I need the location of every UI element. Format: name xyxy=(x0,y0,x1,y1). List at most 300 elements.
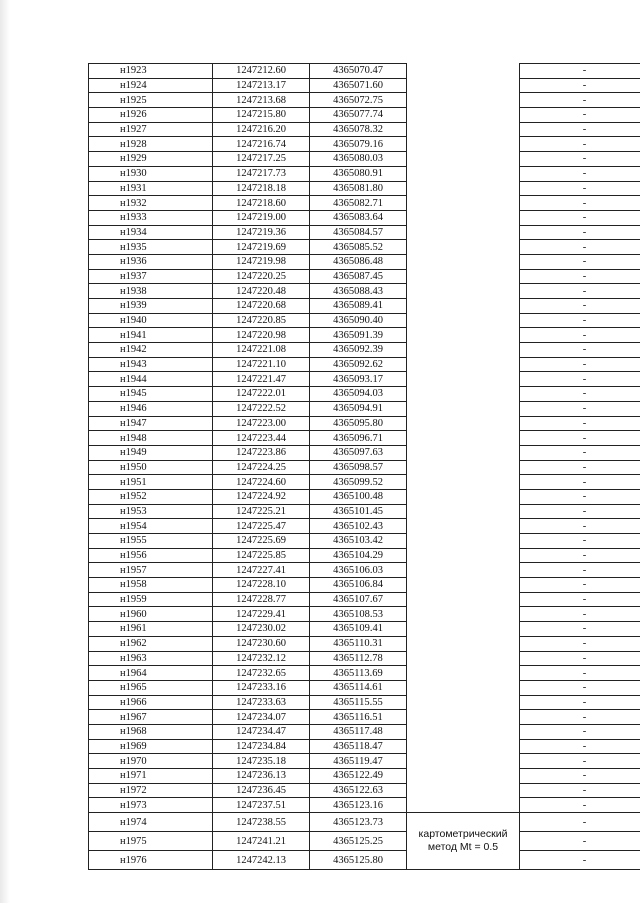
accuracy-cell: - xyxy=(520,519,640,534)
point-id-cell: н1969 xyxy=(89,739,213,754)
table-row xyxy=(89,166,640,181)
y-coordinate-cell: 4365095.80 xyxy=(310,416,407,431)
method-empty-cell xyxy=(407,695,520,710)
x-coordinate-cell: 1247225.69 xyxy=(213,534,310,549)
table-row xyxy=(89,313,640,328)
y-coordinate-cell: 4365092.62 xyxy=(310,357,407,372)
accuracy-cell: - xyxy=(520,710,640,725)
point-id-cell: н1973 xyxy=(89,798,213,813)
point-id-cell: н1926 xyxy=(89,108,213,123)
point-id-cell: н1924 xyxy=(89,78,213,93)
method-empty-cell xyxy=(407,196,520,211)
accuracy-cell: - xyxy=(520,313,640,328)
x-coordinate-cell: 1247217.73 xyxy=(213,166,310,181)
method-empty-cell xyxy=(407,489,520,504)
y-coordinate-cell: 4365115.55 xyxy=(310,695,407,710)
method-empty-cell xyxy=(407,299,520,314)
y-coordinate-cell: 4365080.03 xyxy=(310,152,407,167)
point-id-cell: н1955 xyxy=(89,534,213,549)
accuracy-cell: - xyxy=(520,607,640,622)
accuracy-cell: - xyxy=(520,240,640,255)
y-coordinate-cell: 4365108.53 xyxy=(310,607,407,622)
point-id-cell: н1964 xyxy=(89,666,213,681)
accuracy-cell: - xyxy=(520,431,640,446)
y-coordinate-cell: 4365097.63 xyxy=(310,445,407,460)
y-coordinate-cell: 4365096.71 xyxy=(310,431,407,446)
point-id-cell: н1953 xyxy=(89,504,213,519)
accuracy-cell: - xyxy=(520,769,640,784)
y-coordinate-cell: 4365123.73 xyxy=(310,813,407,832)
point-id-cell: н1927 xyxy=(89,122,213,137)
x-coordinate-cell: 1247233.16 xyxy=(213,680,310,695)
accuracy-cell: - xyxy=(520,225,640,240)
y-coordinate-cell: 4365118.47 xyxy=(310,739,407,754)
point-id-cell: н1938 xyxy=(89,284,213,299)
x-coordinate-cell: 1247242.13 xyxy=(213,851,310,870)
y-coordinate-cell: 4365114.61 xyxy=(310,680,407,695)
x-coordinate-cell: 1247235.18 xyxy=(213,754,310,769)
table-row xyxy=(89,137,640,152)
point-id-cell: н1974 xyxy=(89,813,213,832)
y-coordinate-cell: 4365084.57 xyxy=(310,225,407,240)
table-row xyxy=(89,78,640,93)
accuracy-cell: - xyxy=(520,122,640,137)
table-row xyxy=(89,284,640,299)
method-empty-cell xyxy=(407,78,520,93)
point-id-cell: н1952 xyxy=(89,489,213,504)
table-row xyxy=(89,343,640,358)
table-row xyxy=(89,769,640,784)
point-id-cell: н1930 xyxy=(89,166,213,181)
accuracy-cell: - xyxy=(520,798,640,813)
point-id-cell: н1970 xyxy=(89,754,213,769)
method-empty-cell xyxy=(407,578,520,593)
y-coordinate-cell: 4365081.80 xyxy=(310,181,407,196)
y-coordinate-cell: 4365077.74 xyxy=(310,108,407,123)
y-coordinate-cell: 4365094.91 xyxy=(310,401,407,416)
accuracy-cell: - xyxy=(520,387,640,402)
table-row xyxy=(89,504,640,519)
method-empty-cell xyxy=(407,651,520,666)
y-coordinate-cell: 4365123.16 xyxy=(310,798,407,813)
x-coordinate-cell: 1247227.41 xyxy=(213,563,310,578)
table-row xyxy=(89,592,640,607)
method-empty-cell xyxy=(407,636,520,651)
table-row xyxy=(89,798,640,813)
y-coordinate-cell: 4365079.16 xyxy=(310,137,407,152)
table-row xyxy=(89,724,640,739)
method-empty-cell xyxy=(407,357,520,372)
y-coordinate-cell: 4365092.39 xyxy=(310,343,407,358)
table-row xyxy=(89,666,640,681)
x-coordinate-cell: 1247241.21 xyxy=(213,832,310,851)
method-empty-cell xyxy=(407,313,520,328)
y-coordinate-cell: 4365071.60 xyxy=(310,78,407,93)
table-row xyxy=(89,152,640,167)
method-empty-cell xyxy=(407,475,520,490)
point-id-cell: н1931 xyxy=(89,181,213,196)
table-row xyxy=(89,225,640,240)
accuracy-cell: - xyxy=(520,343,640,358)
table-row xyxy=(89,210,640,225)
method-empty-cell xyxy=(407,666,520,681)
y-coordinate-cell: 4365122.49 xyxy=(310,769,407,784)
y-coordinate-cell: 4365093.17 xyxy=(310,372,407,387)
accuracy-cell: - xyxy=(520,651,640,666)
x-coordinate-cell: 1247216.20 xyxy=(213,122,310,137)
accuracy-cell: - xyxy=(520,299,640,314)
x-coordinate-cell: 1247222.52 xyxy=(213,401,310,416)
point-id-cell: н1962 xyxy=(89,636,213,651)
accuracy-cell: - xyxy=(520,137,640,152)
y-coordinate-cell: 4365116.51 xyxy=(310,710,407,725)
x-coordinate-cell: 1247222.01 xyxy=(213,387,310,402)
accuracy-cell: - xyxy=(520,851,640,870)
method-empty-cell xyxy=(407,166,520,181)
coordinates-table xyxy=(88,63,640,870)
table-row xyxy=(89,622,640,637)
point-id-cell: н1951 xyxy=(89,475,213,490)
table-row xyxy=(89,372,640,387)
x-coordinate-cell: 1247218.18 xyxy=(213,181,310,196)
accuracy-cell: - xyxy=(520,460,640,475)
x-coordinate-cell: 1247216.74 xyxy=(213,137,310,152)
y-coordinate-cell: 4365109.41 xyxy=(310,622,407,637)
method-empty-cell xyxy=(407,328,520,343)
point-id-cell: н1957 xyxy=(89,563,213,578)
table-row xyxy=(89,431,640,446)
table-row xyxy=(89,832,640,851)
table-row xyxy=(89,196,640,211)
x-coordinate-cell: 1247217.25 xyxy=(213,152,310,167)
accuracy-cell: - xyxy=(520,680,640,695)
point-id-cell: н1949 xyxy=(89,445,213,460)
accuracy-cell: - xyxy=(520,372,640,387)
point-id-cell: н1936 xyxy=(89,254,213,269)
x-coordinate-cell: 1247232.12 xyxy=(213,651,310,666)
accuracy-cell: - xyxy=(520,416,640,431)
x-coordinate-cell: 1247220.68 xyxy=(213,299,310,314)
accuracy-cell: - xyxy=(520,475,640,490)
x-coordinate-cell: 1247213.68 xyxy=(213,93,310,108)
accuracy-cell: - xyxy=(520,563,640,578)
accuracy-cell: - xyxy=(520,108,640,123)
y-coordinate-cell: 4365078.32 xyxy=(310,122,407,137)
point-id-cell: н1967 xyxy=(89,710,213,725)
point-id-cell: н1961 xyxy=(89,622,213,637)
table-row xyxy=(89,851,640,870)
x-coordinate-cell: 1247228.10 xyxy=(213,578,310,593)
table-row xyxy=(89,240,640,255)
method-empty-cell xyxy=(407,343,520,358)
accuracy-cell: - xyxy=(520,592,640,607)
accuracy-cell: - xyxy=(520,93,640,108)
method-empty-cell xyxy=(407,724,520,739)
y-coordinate-cell: 4365106.03 xyxy=(310,563,407,578)
y-coordinate-cell: 4365070.47 xyxy=(310,64,407,79)
method-empty-cell xyxy=(407,64,520,79)
accuracy-cell: - xyxy=(520,254,640,269)
method-empty-cell xyxy=(407,798,520,813)
point-id-cell: н1960 xyxy=(89,607,213,622)
accuracy-cell: - xyxy=(520,783,640,798)
method-empty-cell xyxy=(407,401,520,416)
accuracy-cell: - xyxy=(520,504,640,519)
table-row xyxy=(89,416,640,431)
y-coordinate-cell: 4365100.48 xyxy=(310,489,407,504)
point-id-cell: н1963 xyxy=(89,651,213,666)
x-coordinate-cell: 1247223.00 xyxy=(213,416,310,431)
point-id-cell: н1941 xyxy=(89,328,213,343)
method-empty-cell xyxy=(407,769,520,784)
point-id-cell: н1958 xyxy=(89,578,213,593)
method-empty-cell xyxy=(407,680,520,695)
x-coordinate-cell: 1247223.86 xyxy=(213,445,310,460)
accuracy-cell: - xyxy=(520,548,640,563)
x-coordinate-cell: 1247225.85 xyxy=(213,548,310,563)
x-coordinate-cell: 1247221.47 xyxy=(213,372,310,387)
x-coordinate-cell: 1247225.47 xyxy=(213,519,310,534)
scan-edge-shadow xyxy=(0,0,10,903)
y-coordinate-cell: 4365088.43 xyxy=(310,284,407,299)
document-sheet xyxy=(88,63,640,870)
method-empty-cell xyxy=(407,269,520,284)
table-row xyxy=(89,783,640,798)
point-id-cell: н1939 xyxy=(89,299,213,314)
method-empty-cell xyxy=(407,181,520,196)
table-row xyxy=(89,460,640,475)
point-id-cell: н1966 xyxy=(89,695,213,710)
y-coordinate-cell: 4365106.84 xyxy=(310,578,407,593)
table-row xyxy=(89,122,640,137)
point-id-cell: н1959 xyxy=(89,592,213,607)
table-row xyxy=(89,108,640,123)
method-empty-cell xyxy=(407,387,520,402)
point-id-cell: н1954 xyxy=(89,519,213,534)
x-coordinate-cell: 1247219.00 xyxy=(213,210,310,225)
y-coordinate-cell: 4365082.71 xyxy=(310,196,407,211)
y-coordinate-cell: 4365125.25 xyxy=(310,832,407,851)
point-id-cell: н1934 xyxy=(89,225,213,240)
method-empty-cell xyxy=(407,137,520,152)
x-coordinate-cell: 1247218.60 xyxy=(213,196,310,211)
method-empty-cell xyxy=(407,622,520,637)
y-coordinate-cell: 4365119.47 xyxy=(310,754,407,769)
x-coordinate-cell: 1247221.10 xyxy=(213,357,310,372)
method-empty-cell xyxy=(407,225,520,240)
method-cell xyxy=(407,813,520,870)
y-coordinate-cell: 4365104.29 xyxy=(310,548,407,563)
accuracy-cell: - xyxy=(520,284,640,299)
point-id-cell: н1971 xyxy=(89,769,213,784)
method-empty-cell xyxy=(407,783,520,798)
table-row xyxy=(89,636,640,651)
x-coordinate-cell: 1247225.21 xyxy=(213,504,310,519)
accuracy-cell: - xyxy=(520,196,640,211)
x-coordinate-cell: 1247236.45 xyxy=(213,783,310,798)
x-coordinate-cell: 1247224.25 xyxy=(213,460,310,475)
y-coordinate-cell: 4365122.63 xyxy=(310,783,407,798)
accuracy-cell: - xyxy=(520,401,640,416)
point-id-cell: н1945 xyxy=(89,387,213,402)
table-row xyxy=(89,739,640,754)
method-empty-cell xyxy=(407,739,520,754)
accuracy-cell: - xyxy=(520,181,640,196)
accuracy-cell: - xyxy=(520,578,640,593)
point-id-cell: н1956 xyxy=(89,548,213,563)
x-coordinate-cell: 1247233.63 xyxy=(213,695,310,710)
y-coordinate-cell: 4365110.31 xyxy=(310,636,407,651)
method-empty-cell xyxy=(407,592,520,607)
y-coordinate-cell: 4365112.78 xyxy=(310,651,407,666)
x-coordinate-cell: 1247234.84 xyxy=(213,739,310,754)
table-row xyxy=(89,651,640,666)
accuracy-cell: - xyxy=(520,622,640,637)
point-id-cell: н1925 xyxy=(89,93,213,108)
accuracy-cell: - xyxy=(520,328,640,343)
accuracy-cell: - xyxy=(520,666,640,681)
y-coordinate-cell: 4365107.67 xyxy=(310,592,407,607)
x-coordinate-cell: 1247212.60 xyxy=(213,64,310,79)
x-coordinate-cell: 1247220.98 xyxy=(213,328,310,343)
table-row xyxy=(89,548,640,563)
accuracy-cell: - xyxy=(520,832,640,851)
accuracy-cell: - xyxy=(520,695,640,710)
table-row xyxy=(89,269,640,284)
x-coordinate-cell: 1247221.08 xyxy=(213,343,310,358)
table-row xyxy=(89,695,640,710)
method-empty-cell xyxy=(407,607,520,622)
point-id-cell: н1932 xyxy=(89,196,213,211)
method-empty-cell xyxy=(407,563,520,578)
accuracy-cell: - xyxy=(520,445,640,460)
table-row xyxy=(89,607,640,622)
x-coordinate-cell: 1247223.44 xyxy=(213,431,310,446)
y-coordinate-cell: 4365101.45 xyxy=(310,504,407,519)
point-id-cell: н1942 xyxy=(89,343,213,358)
y-coordinate-cell: 4365098.57 xyxy=(310,460,407,475)
accuracy-cell: - xyxy=(520,534,640,549)
method-empty-cell xyxy=(407,240,520,255)
accuracy-cell: - xyxy=(520,210,640,225)
coordinates-table-body xyxy=(89,64,640,870)
method-empty-cell xyxy=(407,534,520,549)
y-coordinate-cell: 4365094.03 xyxy=(310,387,407,402)
y-coordinate-cell: 4365113.69 xyxy=(310,666,407,681)
method-empty-cell xyxy=(407,254,520,269)
x-coordinate-cell: 1247219.36 xyxy=(213,225,310,240)
x-coordinate-cell: 1247230.02 xyxy=(213,622,310,637)
point-id-cell: н1935 xyxy=(89,240,213,255)
table-row xyxy=(89,181,640,196)
table-row xyxy=(89,489,640,504)
point-id-cell: н1947 xyxy=(89,416,213,431)
x-coordinate-cell: 1247236.13 xyxy=(213,769,310,784)
y-coordinate-cell: 4365117.48 xyxy=(310,724,407,739)
point-id-cell: н1948 xyxy=(89,431,213,446)
y-coordinate-cell: 4365103.42 xyxy=(310,534,407,549)
method-empty-cell xyxy=(407,108,520,123)
x-coordinate-cell: 1247219.69 xyxy=(213,240,310,255)
accuracy-cell: - xyxy=(520,636,640,651)
point-id-cell: н1965 xyxy=(89,680,213,695)
table-row xyxy=(89,64,640,79)
point-id-cell: н1972 xyxy=(89,783,213,798)
method-empty-cell xyxy=(407,284,520,299)
point-id-cell: н1975 xyxy=(89,832,213,851)
method-empty-cell xyxy=(407,754,520,769)
point-id-cell: н1940 xyxy=(89,313,213,328)
method-empty-cell xyxy=(407,152,520,167)
y-coordinate-cell: 4365072.75 xyxy=(310,93,407,108)
y-coordinate-cell: 4365089.41 xyxy=(310,299,407,314)
table-row xyxy=(89,254,640,269)
method-line-2: метод Mt = 0.5 xyxy=(427,841,499,854)
y-coordinate-cell: 4365091.39 xyxy=(310,328,407,343)
point-id-cell: н1929 xyxy=(89,152,213,167)
method-line-1: картометрический xyxy=(418,828,508,841)
accuracy-cell: - xyxy=(520,813,640,832)
table-row xyxy=(89,445,640,460)
method-empty-cell xyxy=(407,548,520,563)
table-row xyxy=(89,534,640,549)
table-row xyxy=(89,680,640,695)
accuracy-cell: - xyxy=(520,152,640,167)
x-coordinate-cell: 1247228.77 xyxy=(213,592,310,607)
x-coordinate-cell: 1247215.80 xyxy=(213,108,310,123)
method-empty-cell xyxy=(407,431,520,446)
point-id-cell: н1928 xyxy=(89,137,213,152)
accuracy-cell: - xyxy=(520,357,640,372)
x-coordinate-cell: 1247234.07 xyxy=(213,710,310,725)
y-coordinate-cell: 4365102.43 xyxy=(310,519,407,534)
table-row xyxy=(89,328,640,343)
table-row xyxy=(89,475,640,490)
accuracy-cell: - xyxy=(520,78,640,93)
point-id-cell: н1946 xyxy=(89,401,213,416)
method-empty-cell xyxy=(407,460,520,475)
method-empty-cell xyxy=(407,710,520,725)
y-coordinate-cell: 4365086.48 xyxy=(310,254,407,269)
table-row xyxy=(89,93,640,108)
table-row xyxy=(89,357,640,372)
point-id-cell: н1950 xyxy=(89,460,213,475)
y-coordinate-cell: 4365090.40 xyxy=(310,313,407,328)
x-coordinate-cell: 1247219.98 xyxy=(213,254,310,269)
method-empty-cell xyxy=(407,445,520,460)
y-coordinate-cell: 4365125.80 xyxy=(310,851,407,870)
accuracy-cell: - xyxy=(520,166,640,181)
table-row xyxy=(89,754,640,769)
accuracy-cell: - xyxy=(520,724,640,739)
x-coordinate-cell: 1247220.25 xyxy=(213,269,310,284)
x-coordinate-cell: 1247224.92 xyxy=(213,489,310,504)
point-id-cell: н1968 xyxy=(89,724,213,739)
point-id-cell: н1933 xyxy=(89,210,213,225)
table-row xyxy=(89,710,640,725)
table-row xyxy=(89,299,640,314)
x-coordinate-cell: 1247220.85 xyxy=(213,313,310,328)
point-id-cell: н1943 xyxy=(89,357,213,372)
point-id-cell: н1944 xyxy=(89,372,213,387)
x-coordinate-cell: 1247230.60 xyxy=(213,636,310,651)
accuracy-cell: - xyxy=(520,269,640,284)
accuracy-cell: - xyxy=(520,64,640,79)
accuracy-cell: - xyxy=(520,489,640,504)
method-empty-cell xyxy=(407,122,520,137)
x-coordinate-cell: 1247234.47 xyxy=(213,724,310,739)
point-id-cell: н1923 xyxy=(89,64,213,79)
